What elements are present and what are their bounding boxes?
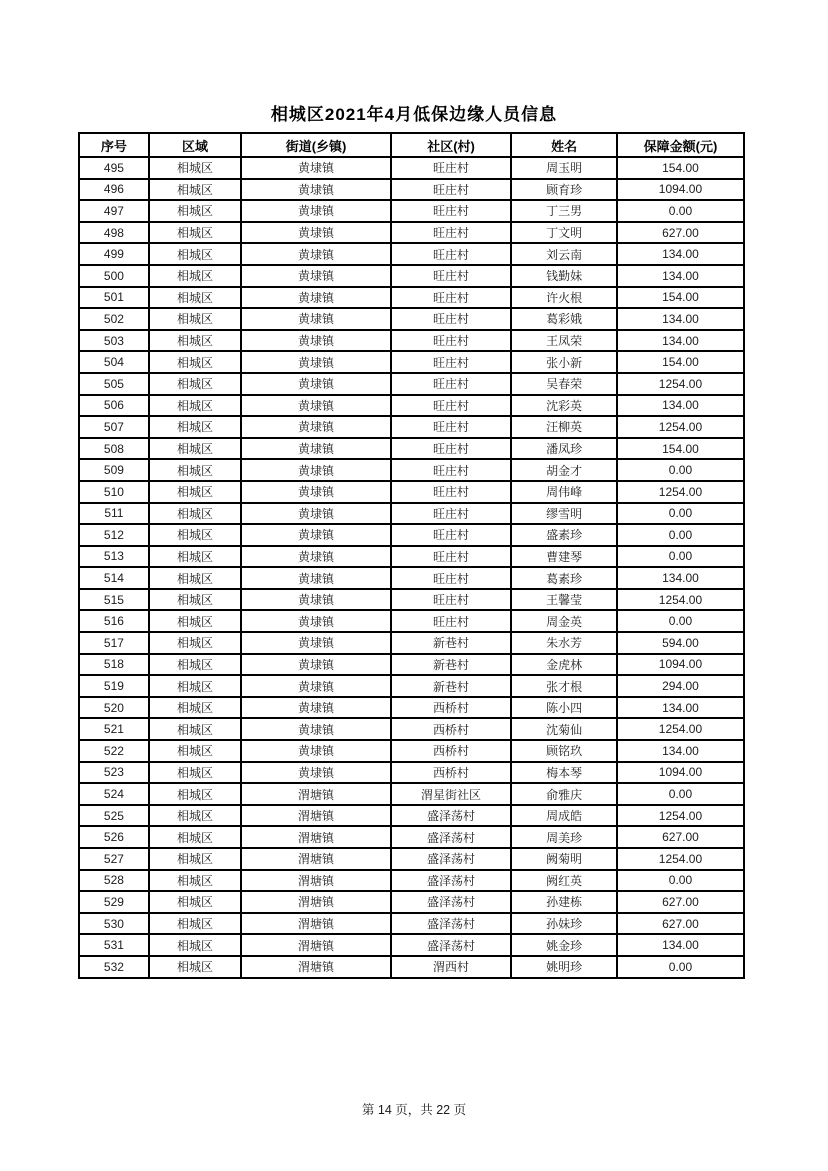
cell-name: 王馨莹 <box>511 589 617 611</box>
cell-village: 旺庄村 <box>391 481 511 503</box>
cell-amount: 134.00 <box>617 395 744 417</box>
table-row <box>79 654 744 676</box>
header-village: 社区(村) <box>391 133 511 157</box>
cell-town: 黄埭镇 <box>241 200 391 222</box>
cell-index: 530 <box>79 913 149 935</box>
cell-index: 529 <box>79 891 149 913</box>
cell-town: 黄埭镇 <box>241 762 391 784</box>
cell-district: 相城区 <box>149 438 241 460</box>
cell-village: 盛泽荡村 <box>391 848 511 870</box>
cell-index: 498 <box>79 222 149 244</box>
cell-name: 沈菊仙 <box>511 718 617 740</box>
cell-village: 旺庄村 <box>391 524 511 546</box>
cell-name: 盛素珍 <box>511 524 617 546</box>
cell-town: 渭塘镇 <box>241 783 391 805</box>
cell-amount: 154.00 <box>617 351 744 373</box>
cell-index: 521 <box>79 718 149 740</box>
cell-village: 旺庄村 <box>391 610 511 632</box>
cell-village: 新巷村 <box>391 654 511 676</box>
header-town: 街道(乡镇) <box>241 133 391 157</box>
cell-amount: 134.00 <box>617 243 744 265</box>
cell-village: 旺庄村 <box>391 459 511 481</box>
table-row <box>79 610 744 632</box>
cell-index: 506 <box>79 395 149 417</box>
cell-amount: 134.00 <box>617 265 744 287</box>
cell-district: 相城区 <box>149 783 241 805</box>
page-title: 相城区2021年4月低保边缘人员信息 <box>270 105 558 124</box>
cell-amount: 134.00 <box>617 934 744 956</box>
cell-name: 沈彩英 <box>511 395 617 417</box>
cell-amount: 1254.00 <box>617 805 744 827</box>
cell-amount: 0.00 <box>617 870 744 892</box>
cell-name: 丁文明 <box>511 222 617 244</box>
cell-index: 503 <box>79 330 149 352</box>
cell-name: 金虎林 <box>511 654 617 676</box>
cell-name: 吴春荣 <box>511 373 617 395</box>
cell-town: 黄埭镇 <box>241 373 391 395</box>
table-row <box>79 524 744 546</box>
cell-name: 顾育珍 <box>511 179 617 201</box>
cell-district: 相城区 <box>149 697 241 719</box>
cell-name: 陈小四 <box>511 697 617 719</box>
cell-index: 527 <box>79 848 149 870</box>
table-row <box>79 805 744 827</box>
cell-index: 507 <box>79 416 149 438</box>
cell-district: 相城区 <box>149 718 241 740</box>
table-row <box>79 718 744 740</box>
cell-village: 旺庄村 <box>391 179 511 201</box>
cell-town: 黄埭镇 <box>241 308 391 330</box>
cell-name: 胡金才 <box>511 459 617 481</box>
cell-amount: 0.00 <box>617 459 744 481</box>
cell-name: 梅本琴 <box>511 762 617 784</box>
cell-village: 旺庄村 <box>391 243 511 265</box>
cell-index: 500 <box>79 265 149 287</box>
cell-district: 相城区 <box>149 740 241 762</box>
table-row <box>79 438 744 460</box>
cell-amount: 134.00 <box>617 330 744 352</box>
cell-town: 黄埭镇 <box>241 351 391 373</box>
cell-town: 黄埭镇 <box>241 675 391 697</box>
cell-index: 499 <box>79 243 149 265</box>
cell-name: 曹建琴 <box>511 546 617 568</box>
cell-amount: 1254.00 <box>617 416 744 438</box>
table-row <box>79 762 744 784</box>
cell-amount: 1094.00 <box>617 179 744 201</box>
table-row <box>79 870 744 892</box>
cell-index: 523 <box>79 762 149 784</box>
cell-village: 旺庄村 <box>391 438 511 460</box>
cell-town: 黄埭镇 <box>241 395 391 417</box>
cell-index: 511 <box>79 503 149 525</box>
cell-district: 相城区 <box>149 481 241 503</box>
cell-amount: 1254.00 <box>617 373 744 395</box>
cell-village: 西桥村 <box>391 697 511 719</box>
cell-index: 525 <box>79 805 149 827</box>
cell-amount: 134.00 <box>617 567 744 589</box>
cell-village: 旺庄村 <box>391 503 511 525</box>
cell-amount: 294.00 <box>617 675 744 697</box>
cell-town: 黄埭镇 <box>241 567 391 589</box>
cell-village: 旺庄村 <box>391 395 511 417</box>
cell-district: 相城区 <box>149 934 241 956</box>
cell-name: 许火根 <box>511 287 617 309</box>
cell-district: 相城区 <box>149 654 241 676</box>
cell-name: 周玉明 <box>511 157 617 179</box>
cell-town: 黄埭镇 <box>241 654 391 676</box>
cell-district: 相城区 <box>149 308 241 330</box>
cell-index: 524 <box>79 783 149 805</box>
cell-district: 相城区 <box>149 610 241 632</box>
cell-district: 相城区 <box>149 265 241 287</box>
cell-name: 孙妹珍 <box>511 913 617 935</box>
cell-town: 黄埭镇 <box>241 243 391 265</box>
cell-index: 496 <box>79 179 149 201</box>
cell-village: 旺庄村 <box>391 287 511 309</box>
cell-district: 相城区 <box>149 524 241 546</box>
table-row <box>79 395 744 417</box>
cell-amount: 0.00 <box>617 783 744 805</box>
cell-district: 相城区 <box>149 503 241 525</box>
cell-name: 孙建栋 <box>511 891 617 913</box>
cell-town: 黄埭镇 <box>241 524 391 546</box>
cell-town: 渭塘镇 <box>241 891 391 913</box>
cell-amount: 627.00 <box>617 222 744 244</box>
cell-name: 张小新 <box>511 351 617 373</box>
cell-village: 旺庄村 <box>391 416 511 438</box>
cell-index: 515 <box>79 589 149 611</box>
cell-town: 渭塘镇 <box>241 848 391 870</box>
cell-town: 黄埭镇 <box>241 438 391 460</box>
table-row <box>79 222 744 244</box>
cell-amount: 154.00 <box>617 157 744 179</box>
table-row <box>79 589 744 611</box>
cell-village: 旺庄村 <box>391 157 511 179</box>
cell-town: 黄埭镇 <box>241 459 391 481</box>
cell-amount: 594.00 <box>617 632 744 654</box>
table-row <box>79 330 744 352</box>
cell-district: 相城区 <box>149 179 241 201</box>
cell-town: 渭塘镇 <box>241 826 391 848</box>
table-row <box>79 891 744 913</box>
cell-town: 黄埭镇 <box>241 589 391 611</box>
cell-amount: 1254.00 <box>617 718 744 740</box>
cell-district: 相城区 <box>149 848 241 870</box>
cell-district: 相城区 <box>149 546 241 568</box>
cell-amount: 627.00 <box>617 913 744 935</box>
cell-village: 渭西村 <box>391 956 511 978</box>
cell-index: 508 <box>79 438 149 460</box>
table-row <box>79 200 744 222</box>
cell-town: 黄埭镇 <box>241 503 391 525</box>
cell-district: 相城区 <box>149 675 241 697</box>
cell-town: 黄埭镇 <box>241 330 391 352</box>
cell-name: 朱水芳 <box>511 632 617 654</box>
cell-index: 504 <box>79 351 149 373</box>
cell-village: 盛泽荡村 <box>391 805 511 827</box>
cell-village: 旺庄村 <box>391 589 511 611</box>
cell-district: 相城区 <box>149 913 241 935</box>
cell-town: 黄埭镇 <box>241 157 391 179</box>
cell-amount: 1254.00 <box>617 481 744 503</box>
cell-index: 517 <box>79 632 149 654</box>
cell-name: 阙菊明 <box>511 848 617 870</box>
cell-name: 俞雅庆 <box>511 783 617 805</box>
cell-name: 周伟峰 <box>511 481 617 503</box>
cell-amount: 1094.00 <box>617 762 744 784</box>
cell-amount: 154.00 <box>617 438 744 460</box>
cell-village: 新巷村 <box>391 632 511 654</box>
cell-village: 渭星街社区 <box>391 783 511 805</box>
cell-name: 周美珍 <box>511 826 617 848</box>
cell-town: 黄埭镇 <box>241 265 391 287</box>
cell-town: 黄埭镇 <box>241 632 391 654</box>
table-row <box>79 243 744 265</box>
cell-amount: 1254.00 <box>617 589 744 611</box>
cell-village: 旺庄村 <box>391 373 511 395</box>
cell-district: 相城区 <box>149 243 241 265</box>
cell-district: 相城区 <box>149 956 241 978</box>
cell-town: 黄埭镇 <box>241 610 391 632</box>
cell-town: 黄埭镇 <box>241 416 391 438</box>
cell-name: 刘云南 <box>511 243 617 265</box>
cell-town: 渭塘镇 <box>241 805 391 827</box>
table-header-row <box>79 133 744 157</box>
cell-name: 姚金珍 <box>511 934 617 956</box>
cell-district: 相城区 <box>149 891 241 913</box>
table-row <box>79 546 744 568</box>
cell-amount: 1094.00 <box>617 654 744 676</box>
cell-amount: 134.00 <box>617 308 744 330</box>
table-row <box>79 956 744 978</box>
cell-amount: 0.00 <box>617 524 744 546</box>
table-row <box>79 934 744 956</box>
header-name: 姓名 <box>511 133 617 157</box>
table-row <box>79 265 744 287</box>
cell-index: 497 <box>79 200 149 222</box>
table-row <box>79 157 744 179</box>
cell-town: 黄埭镇 <box>241 222 391 244</box>
table-row <box>79 913 744 935</box>
cell-index: 510 <box>79 481 149 503</box>
table-row <box>79 459 744 481</box>
table-row <box>79 373 744 395</box>
cell-district: 相城区 <box>149 287 241 309</box>
cell-amount: 627.00 <box>617 891 744 913</box>
cell-district: 相城区 <box>149 459 241 481</box>
cell-index: 531 <box>79 934 149 956</box>
cell-amount: 154.00 <box>617 287 744 309</box>
cell-village: 西桥村 <box>391 740 511 762</box>
cell-name: 丁三男 <box>511 200 617 222</box>
cell-index: 520 <box>79 697 149 719</box>
cell-district: 相城区 <box>149 870 241 892</box>
cell-town: 黄埭镇 <box>241 287 391 309</box>
table-row <box>79 308 744 330</box>
cell-district: 相城区 <box>149 351 241 373</box>
cell-name: 王凤荣 <box>511 330 617 352</box>
cell-district: 相城区 <box>149 330 241 352</box>
cell-amount: 627.00 <box>617 826 744 848</box>
cell-index: 522 <box>79 740 149 762</box>
cell-town: 黄埭镇 <box>241 697 391 719</box>
table-row <box>79 503 744 525</box>
cell-village: 西桥村 <box>391 718 511 740</box>
cell-index: 528 <box>79 870 149 892</box>
cell-town: 渭塘镇 <box>241 870 391 892</box>
cell-index: 512 <box>79 524 149 546</box>
cell-index: 519 <box>79 675 149 697</box>
cell-town: 黄埭镇 <box>241 179 391 201</box>
cell-village: 盛泽荡村 <box>391 826 511 848</box>
cell-amount: 1254.00 <box>617 848 744 870</box>
cell-district: 相城区 <box>149 416 241 438</box>
table-row <box>79 697 744 719</box>
table-row <box>79 567 744 589</box>
cell-amount: 134.00 <box>617 697 744 719</box>
cell-village: 旺庄村 <box>391 308 511 330</box>
cell-index: 505 <box>79 373 149 395</box>
cell-district: 相城区 <box>149 200 241 222</box>
cell-name: 姚明珍 <box>511 956 617 978</box>
cell-name: 张才根 <box>511 675 617 697</box>
cell-village: 新巷村 <box>391 675 511 697</box>
cell-name: 顾铭玖 <box>511 740 617 762</box>
cell-name: 汪柳英 <box>511 416 617 438</box>
cell-name: 缪雪明 <box>511 503 617 525</box>
header-index: 序号 <box>79 133 149 157</box>
cell-index: 518 <box>79 654 149 676</box>
cell-district: 相城区 <box>149 395 241 417</box>
cell-name: 潘凤珍 <box>511 438 617 460</box>
cell-index: 501 <box>79 287 149 309</box>
page-footer: 第 14 页，共 22 页 <box>361 1103 467 1117</box>
table-row <box>79 481 744 503</box>
table-row <box>79 675 744 697</box>
cell-village: 盛泽荡村 <box>391 934 511 956</box>
cell-name: 周金英 <box>511 610 617 632</box>
cell-index: 495 <box>79 157 149 179</box>
cell-town: 黄埭镇 <box>241 481 391 503</box>
table-row <box>79 632 744 654</box>
cell-name: 葛彩娥 <box>511 308 617 330</box>
table-row <box>79 179 744 201</box>
cell-name: 钱勤妹 <box>511 265 617 287</box>
cell-village: 旺庄村 <box>391 265 511 287</box>
cell-town: 黄埭镇 <box>241 718 391 740</box>
table-row <box>79 740 744 762</box>
cell-district: 相城区 <box>149 373 241 395</box>
cell-index: 513 <box>79 546 149 568</box>
cell-village: 旺庄村 <box>391 222 511 244</box>
cell-village: 旺庄村 <box>391 351 511 373</box>
table-row <box>79 826 744 848</box>
cell-amount: 0.00 <box>617 546 744 568</box>
cell-town: 黄埭镇 <box>241 546 391 568</box>
cell-district: 相城区 <box>149 567 241 589</box>
cell-index: 509 <box>79 459 149 481</box>
cell-village: 西桥村 <box>391 762 511 784</box>
cell-village: 盛泽荡村 <box>391 891 511 913</box>
table-body <box>79 157 744 978</box>
cell-name: 葛素珍 <box>511 567 617 589</box>
cell-village: 旺庄村 <box>391 567 511 589</box>
cell-index: 526 <box>79 826 149 848</box>
header-district: 区域 <box>149 133 241 157</box>
cell-town: 渭塘镇 <box>241 934 391 956</box>
cell-index: 516 <box>79 610 149 632</box>
header-amount: 保障金额(元) <box>617 133 744 157</box>
cell-name: 阙红英 <box>511 870 617 892</box>
cell-index: 514 <box>79 567 149 589</box>
cell-district: 相城区 <box>149 762 241 784</box>
cell-village: 旺庄村 <box>391 546 511 568</box>
cell-amount: 0.00 <box>617 956 744 978</box>
cell-district: 相城区 <box>149 826 241 848</box>
cell-village: 盛泽荡村 <box>391 913 511 935</box>
cell-amount: 0.00 <box>617 610 744 632</box>
cell-district: 相城区 <box>149 157 241 179</box>
table-row <box>79 783 744 805</box>
cell-district: 相城区 <box>149 222 241 244</box>
cell-index: 532 <box>79 956 149 978</box>
cell-district: 相城区 <box>149 805 241 827</box>
table-row <box>79 848 744 870</box>
cell-town: 黄埭镇 <box>241 740 391 762</box>
cell-amount: 0.00 <box>617 200 744 222</box>
cell-name: 周成皓 <box>511 805 617 827</box>
table-row <box>79 351 744 373</box>
cell-village: 旺庄村 <box>391 330 511 352</box>
cell-district: 相城区 <box>149 632 241 654</box>
cell-village: 盛泽荡村 <box>391 870 511 892</box>
cell-index: 502 <box>79 308 149 330</box>
cell-amount: 134.00 <box>617 740 744 762</box>
cell-village: 旺庄村 <box>391 200 511 222</box>
welfare-table <box>78 132 745 979</box>
cell-town: 渭塘镇 <box>241 956 391 978</box>
table-row <box>79 287 744 309</box>
table-row <box>79 416 744 438</box>
cell-district: 相城区 <box>149 589 241 611</box>
cell-amount: 0.00 <box>617 503 744 525</box>
cell-town: 渭塘镇 <box>241 913 391 935</box>
